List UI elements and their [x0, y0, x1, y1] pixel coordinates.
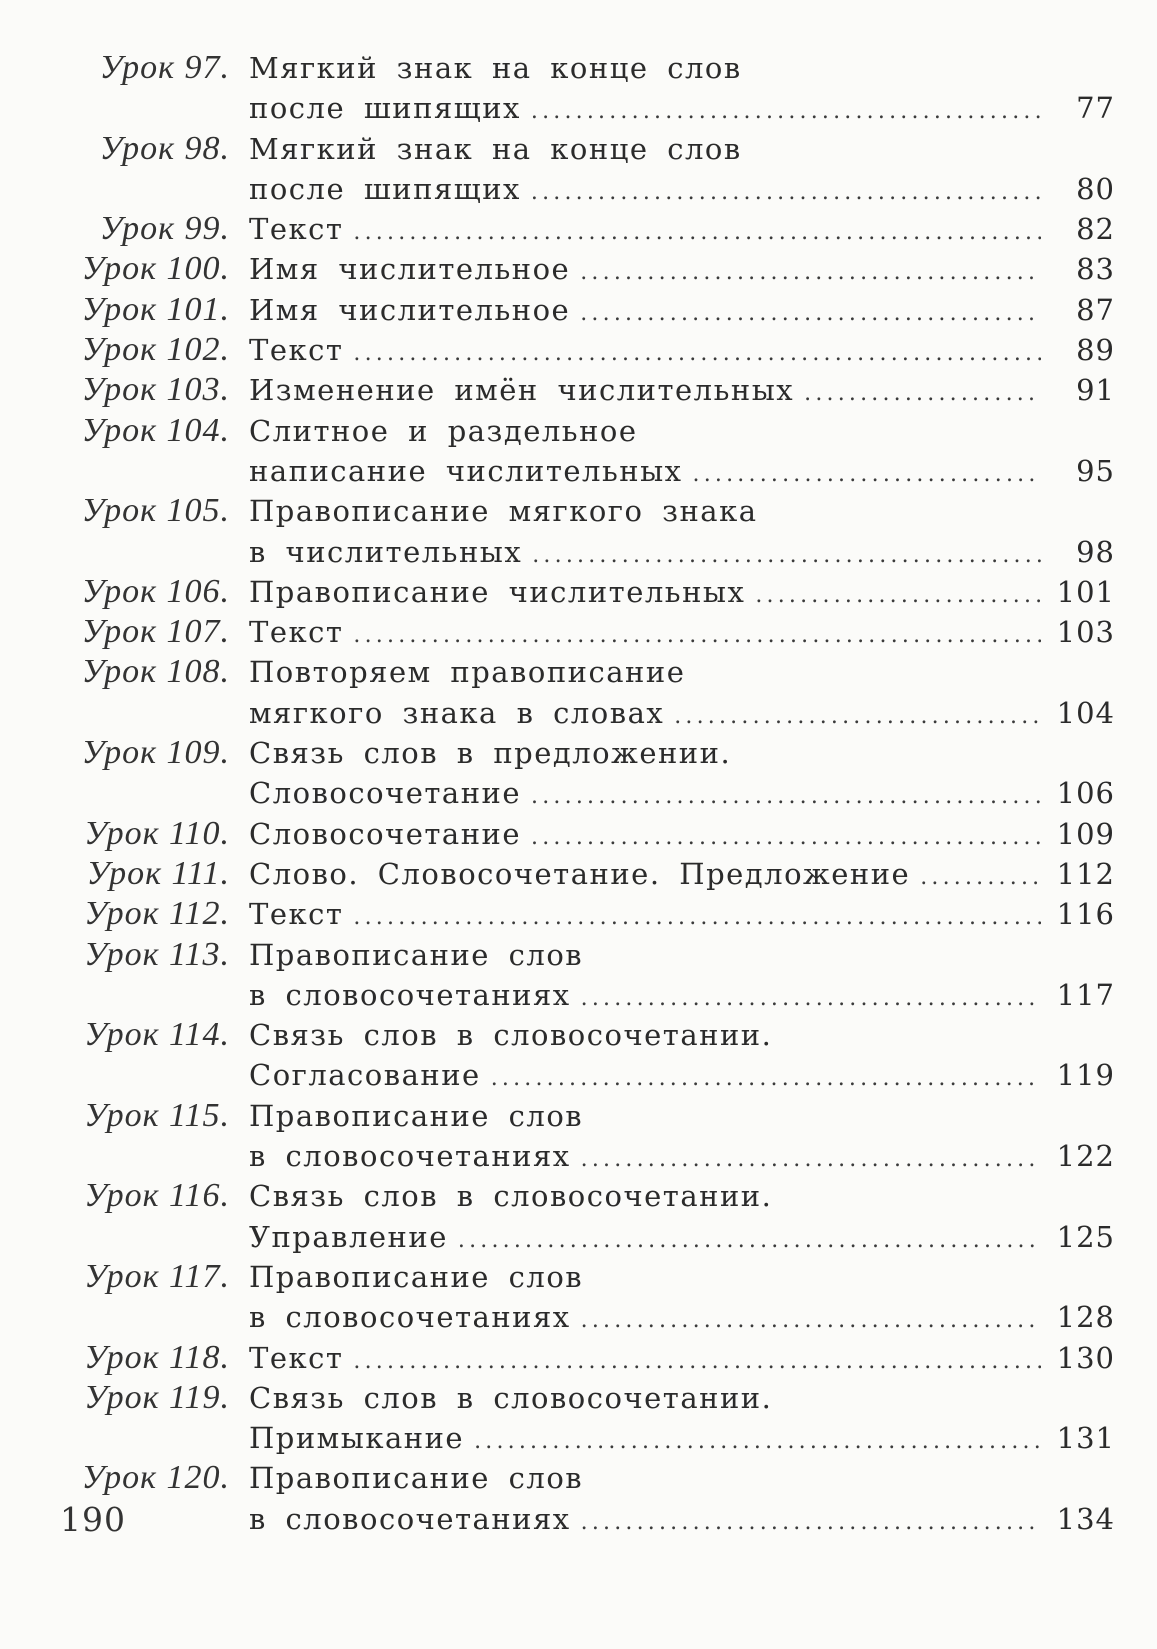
dot-leader: [804, 374, 1041, 414]
lesson-title: Правописание слов: [249, 1461, 584, 1496]
lesson-label: Урок 111.: [86, 854, 230, 892]
lesson-label: Урок 119.: [84, 1378, 230, 1416]
lesson-label: Урок 112.: [84, 895, 230, 933]
lesson-label: Урок 120.: [81, 1459, 230, 1497]
toc-line: [60, 1096, 1115, 1136]
toc-line: [60, 532, 1115, 572]
lesson-title: Имя числительное: [249, 292, 571, 327]
lesson-title: Правописание слов: [249, 1259, 584, 1294]
toc-line: [60, 290, 1115, 330]
toc-line: [60, 1458, 1115, 1498]
page-ref: 82: [1076, 212, 1115, 247]
lesson-label: Урок 97.: [99, 49, 230, 86]
lesson-title: Слитное и раздельное: [249, 413, 638, 448]
toc-line: [60, 1338, 1115, 1378]
toc-line: [60, 1297, 1115, 1337]
lesson-title: Текст: [249, 212, 344, 247]
toc-line: [60, 975, 1115, 1015]
lesson-title: Связь слов в словосочетании.: [249, 1380, 773, 1415]
toc-line: [60, 491, 1115, 531]
dot-leader: [674, 697, 1041, 737]
page-ref: 117: [1056, 977, 1115, 1012]
dot-leader: [693, 455, 1041, 495]
toc-line: [60, 330, 1115, 370]
lesson-title: Текст: [249, 897, 344, 932]
toc-line: [60, 1015, 1115, 1055]
page-ref: 131: [1056, 1421, 1115, 1456]
dot-leader: [458, 1221, 1041, 1261]
lesson-title: после шипящих: [249, 91, 521, 126]
page-ref: 112: [1056, 856, 1115, 891]
toc-line: [60, 1176, 1115, 1216]
lesson-title: Словосочетание: [249, 776, 522, 811]
lesson-title: Правописание числительных: [249, 574, 746, 609]
lesson-title: Согласование: [249, 1058, 481, 1093]
lesson-label: Урок 98.: [99, 129, 230, 167]
dot-leader: [581, 1140, 1041, 1180]
toc-line: [60, 1499, 1115, 1539]
dot-leader: [581, 1301, 1041, 1341]
lesson-label: Урок 113.: [84, 935, 230, 973]
dot-leader: [353, 213, 1041, 253]
dot-leader: [531, 818, 1041, 858]
page-ref: 104: [1056, 695, 1115, 730]
page-ref: 119: [1056, 1058, 1115, 1093]
page-ref: 109: [1056, 816, 1115, 851]
dot-leader: [580, 294, 1041, 334]
lesson-label: Урок 118.: [84, 1338, 230, 1376]
lesson-label: Урок 103.: [81, 371, 230, 409]
toc-line: [60, 1136, 1115, 1176]
lesson-label: Урок 101.: [81, 290, 230, 328]
page-ref: 125: [1056, 1219, 1115, 1254]
lesson-title: Мягкий знак на конце слов: [249, 51, 742, 85]
page-ref: 77: [1076, 91, 1115, 126]
toc-line: [60, 854, 1115, 894]
page-ref: 87: [1076, 292, 1115, 327]
page-ref: 103: [1056, 615, 1115, 650]
lesson-label: Урок 116.: [84, 1177, 230, 1215]
toc-line: [60, 129, 1115, 169]
lesson-label: Урок 117.: [84, 1257, 230, 1295]
dot-leader: [353, 1342, 1041, 1382]
lesson-title: мягкого знака в словах: [249, 695, 665, 730]
lesson-title: в словосочетаниях: [249, 977, 571, 1012]
lesson-title: в словосочетаниях: [249, 1300, 571, 1335]
toc-line: [60, 773, 1115, 813]
dot-leader: [491, 1059, 1041, 1099]
toc-line: [60, 652, 1115, 692]
lesson-label: Урок 105.: [81, 492, 230, 530]
lesson-label: Урок 100.: [81, 250, 230, 288]
toc-line: [60, 88, 1115, 128]
toc-line: [60, 894, 1115, 934]
page-ref: 116: [1056, 897, 1115, 932]
lesson-title: Мягкий знак на конце слов: [249, 131, 742, 166]
toc-line: [60, 733, 1115, 773]
lesson-title: Текст: [249, 333, 344, 368]
dot-leader: [580, 253, 1041, 293]
page-ref: 83: [1076, 252, 1115, 287]
page-ref: 122: [1056, 1139, 1115, 1174]
lesson-title: Связь слов в словосочетании.: [249, 1179, 773, 1214]
lesson-title: Слово. Словосочетание. Предложение: [249, 856, 911, 891]
toc-line: [60, 169, 1115, 209]
page-ref: 101: [1056, 574, 1115, 609]
lesson-label: Урок 104.: [81, 411, 230, 449]
toc-line: [60, 451, 1115, 491]
lesson-label: Урок 108.: [81, 653, 230, 691]
lesson-title: Примыкание: [249, 1421, 465, 1456]
dot-leader: [532, 536, 1041, 576]
toc-line: [60, 1055, 1115, 1095]
page-ref: 98: [1076, 534, 1115, 569]
page-ref: 80: [1076, 171, 1115, 206]
dot-leader: [353, 898, 1041, 938]
lesson-label: Урок 102.: [81, 331, 230, 369]
lesson-title: после шипящих: [249, 171, 521, 206]
lesson-label: Урок 109.: [81, 734, 230, 772]
lesson-label: Урок 106.: [81, 572, 230, 610]
dot-leader: [531, 92, 1041, 132]
page-ref: 89: [1076, 333, 1115, 368]
lesson-title: в словосочетаниях: [249, 1501, 571, 1536]
lesson-title: Повторяем правописание: [249, 655, 686, 690]
toc-line: [60, 814, 1115, 854]
lesson-title: Правописание слов: [249, 1098, 584, 1133]
lesson-title: Правописание мягкого знака: [249, 494, 758, 529]
toc-line: [60, 249, 1115, 289]
dot-leader: [920, 858, 1041, 898]
lesson-title: Имя числительное: [249, 252, 571, 287]
lesson-title: Правописание слов: [249, 937, 584, 972]
toc-line: [60, 1418, 1115, 1458]
toc-line: [60, 209, 1115, 249]
toc-line: [60, 1217, 1115, 1257]
lesson-title: написание числительных: [249, 453, 683, 488]
toc-line: [60, 935, 1115, 975]
lesson-title: Словосочетание: [249, 816, 522, 851]
dot-leader: [531, 777, 1041, 817]
page-ref: 91: [1076, 373, 1115, 408]
page-number: 190: [60, 1500, 126, 1539]
dot-leader: [581, 1503, 1041, 1543]
page-ref: 128: [1056, 1300, 1115, 1335]
dot-leader: [531, 173, 1041, 213]
lesson-title: Управление: [249, 1219, 448, 1254]
page-ref: 130: [1056, 1340, 1115, 1375]
lesson-title: Связь слов в словосочетании.: [249, 1018, 773, 1053]
page-ref: 106: [1056, 776, 1115, 811]
lesson-title: Изменение имён числительных: [249, 373, 795, 408]
lesson-label: Урок 99.: [99, 210, 230, 248]
page-ref: 134: [1056, 1501, 1115, 1536]
lesson-title: Текст: [249, 615, 344, 650]
dot-leader: [581, 979, 1041, 1019]
toc-line: [60, 693, 1115, 733]
lesson-title: в числительных: [249, 534, 523, 569]
toc-line: [60, 572, 1115, 612]
toc-line: [60, 48, 1115, 88]
page-ref: 95: [1076, 453, 1115, 488]
table-of-contents: [60, 48, 1115, 1539]
lesson-title: в словосочетаниях: [249, 1139, 571, 1174]
toc-line: [60, 1257, 1115, 1297]
toc-line: [60, 411, 1115, 451]
dot-leader: [353, 334, 1041, 374]
dot-leader: [474, 1422, 1041, 1462]
lesson-label: Урок 115.: [84, 1096, 230, 1134]
dot-leader: [353, 616, 1041, 656]
toc-line: [60, 1378, 1115, 1418]
lesson-title: Текст: [249, 1340, 344, 1375]
toc-line: [60, 370, 1115, 410]
lesson-label: Урок 114.: [84, 1016, 230, 1054]
toc-line: [60, 612, 1115, 652]
dot-leader: [755, 576, 1041, 616]
lesson-label: Урок 107.: [81, 613, 230, 651]
lesson-label: Урок 110.: [84, 814, 230, 852]
lesson-title: Связь слов в предложении.: [249, 736, 732, 771]
